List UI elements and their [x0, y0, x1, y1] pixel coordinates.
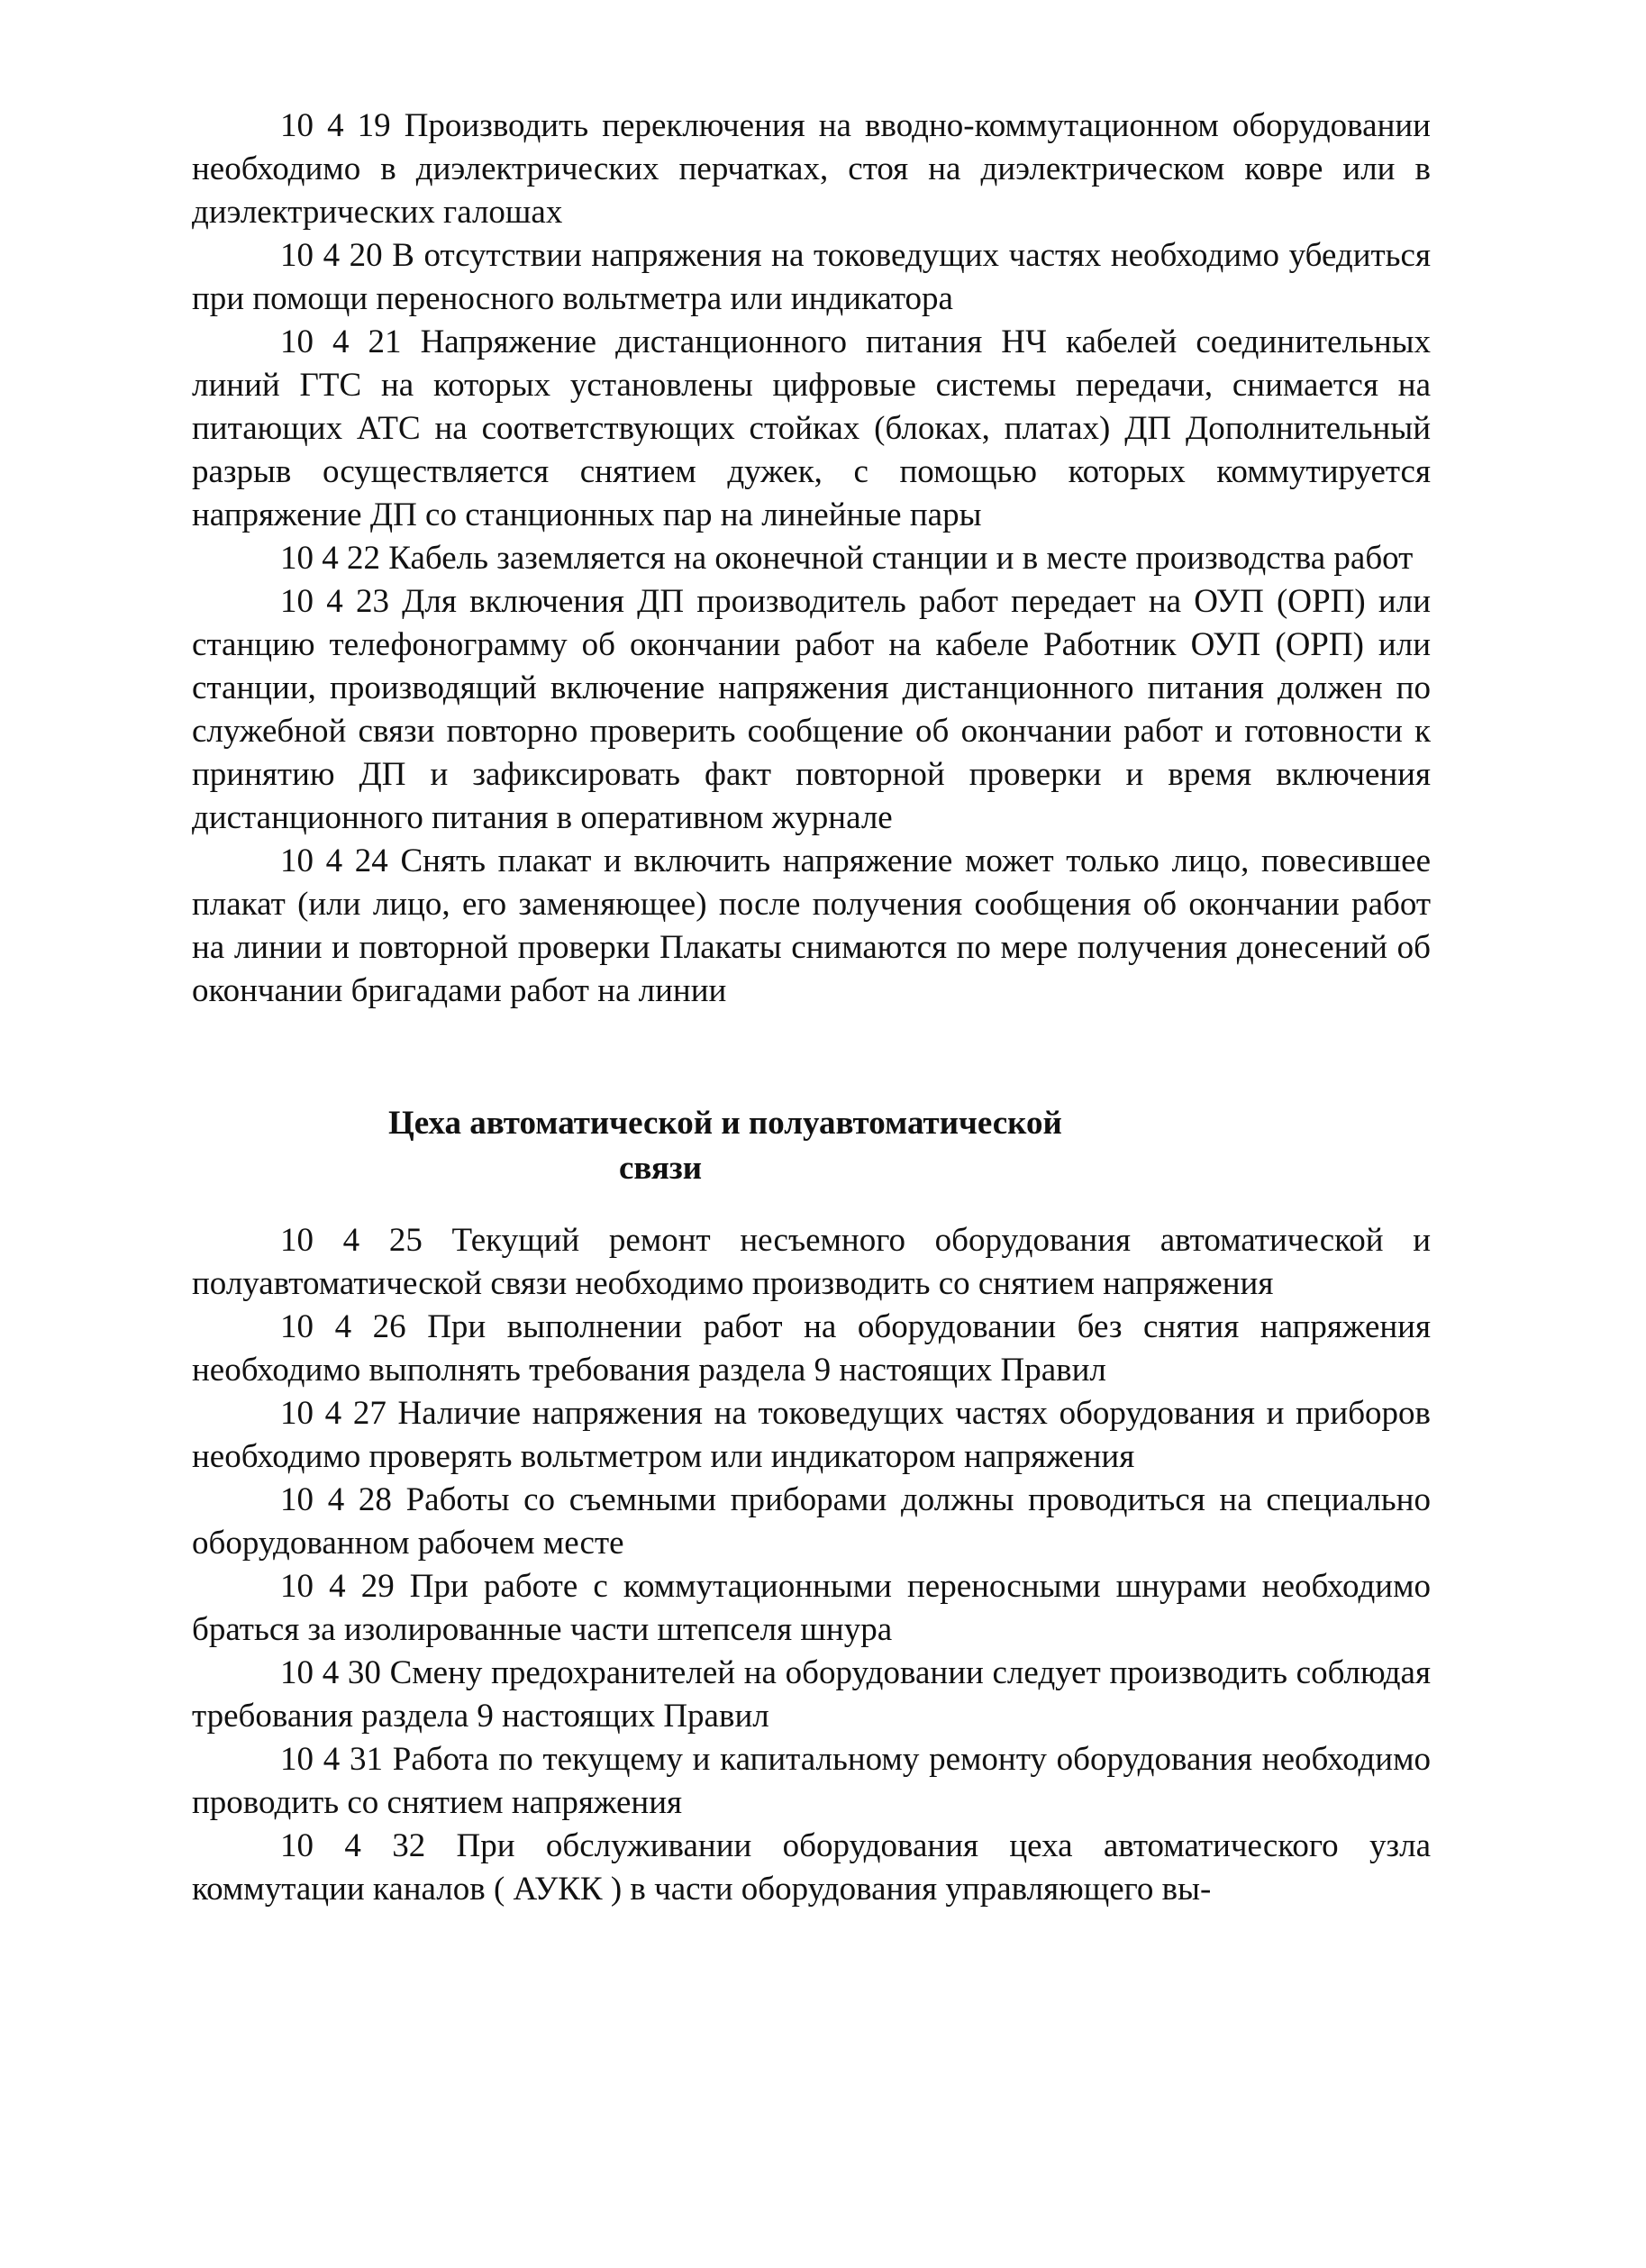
- paragraph-10-4-26: 10 4 26 При выполнении работ на оборудовании без снятия напряжения необходимо выполнять требования раздела 9 настоящих Правил: [192, 1308, 1431, 1389]
- section-heading-line1: Цеха автоматической и полуавтоматической: [388, 1105, 1062, 1142]
- paragraph-10-4-21: 10 4 21 Напряжение дистанционного питания НЧ кабелей соединительных линий ГТС на которых установлены цифровые системы передачи, снимается на питающих АТС на соответствующих стойках (блоках, платах) ДП Дополнительный разрыв осуществляется снятием дужек, с помощью которых коммутируется напряжение ДП со станционных пар на линейные пары: [192, 323, 1431, 533]
- paragraph-10-4-27: 10 4 27 Наличие напряжения на токоведущих частях оборудования и приборов необходимо проверять вольтметром или индикатором напряжения: [192, 1395, 1431, 1475]
- paragraph-10-4-23: 10 4 23 Для включения ДП производитель работ передает на ОУП (ОРП) или станцию телефонограмму об окончании работ на кабеле Работник ОУП (ОРП) или станции, производящий включение напряжения дистанционного питания должен по служебной связи повторно проверить сообщение об окончании работ и готовности к принятию ДП и зафиксировать факт повторной проверки и время включения дистанционного питания в оперативном журнале: [192, 583, 1431, 836]
- paragraph-10-4-24: 10 4 24 Снять плакат и включить напряжение может только лицо, повесившее плакат (или лицо, его заменяющее) после получения сообщения об окончании работ на линии и повторной проверки Плакаты снимаются по мере получения донесений об окончании бригадами работ на линии: [192, 843, 1431, 1009]
- paragraph-10-4-20: 10 4 20 В отсутствии напряжения на токоведущих частях необходимо убедиться при помощи переносного вольтметра или индикатора: [192, 237, 1431, 317]
- paragraph-10-4-29: 10 4 29 При работе с коммутационными переносными шнурами необходимо браться за изолированные части штепселя шнура: [192, 1568, 1431, 1648]
- paragraph-10-4-25: 10 4 25 Текущий ремонт несъемного оборудования автоматической и полуавтоматической связи необходимо производить со снятием напряжения: [192, 1222, 1431, 1302]
- paragraph-10-4-22: 10 4 22 Кабель заземляется на оконечной станции и в месте производства работ: [280, 540, 1414, 577]
- section-heading-line2: связи: [619, 1150, 703, 1187]
- paragraph-10-4-31: 10 4 31 Работа по текущему и капитальному ремонту оборудования необходимо проводить со снятием напряжения: [192, 1741, 1431, 1821]
- body-text-top: [192, 105, 1431, 1013]
- paragraph-10-4-32: 10 4 32 При обслуживании оборудования цеха автоматического узла коммутации каналов ( АУКК ) в части оборудования управляющего вы-: [192, 1827, 1431, 1908]
- paragraph-10-4-30: 10 4 30 Смену предохранителей на оборудовании следует производить соблюдая требования раздела 9 настоящих Правил: [192, 1654, 1431, 1735]
- section-heading: [192, 1101, 1431, 1191]
- body-text-bottom: [192, 1219, 1431, 1911]
- paragraph-10-4-28: 10 4 28 Работы со съемными приборами должны проводиться на специально оборудованном рабочем месте: [192, 1481, 1431, 1562]
- paragraph-10-4-19: 10 4 19 Производить переключения на вводно-коммутационном оборудовании необходимо в диэлектрических перчатках, стоя на диэлектрическом ковре или в диэлектрических галошах: [192, 107, 1431, 231]
